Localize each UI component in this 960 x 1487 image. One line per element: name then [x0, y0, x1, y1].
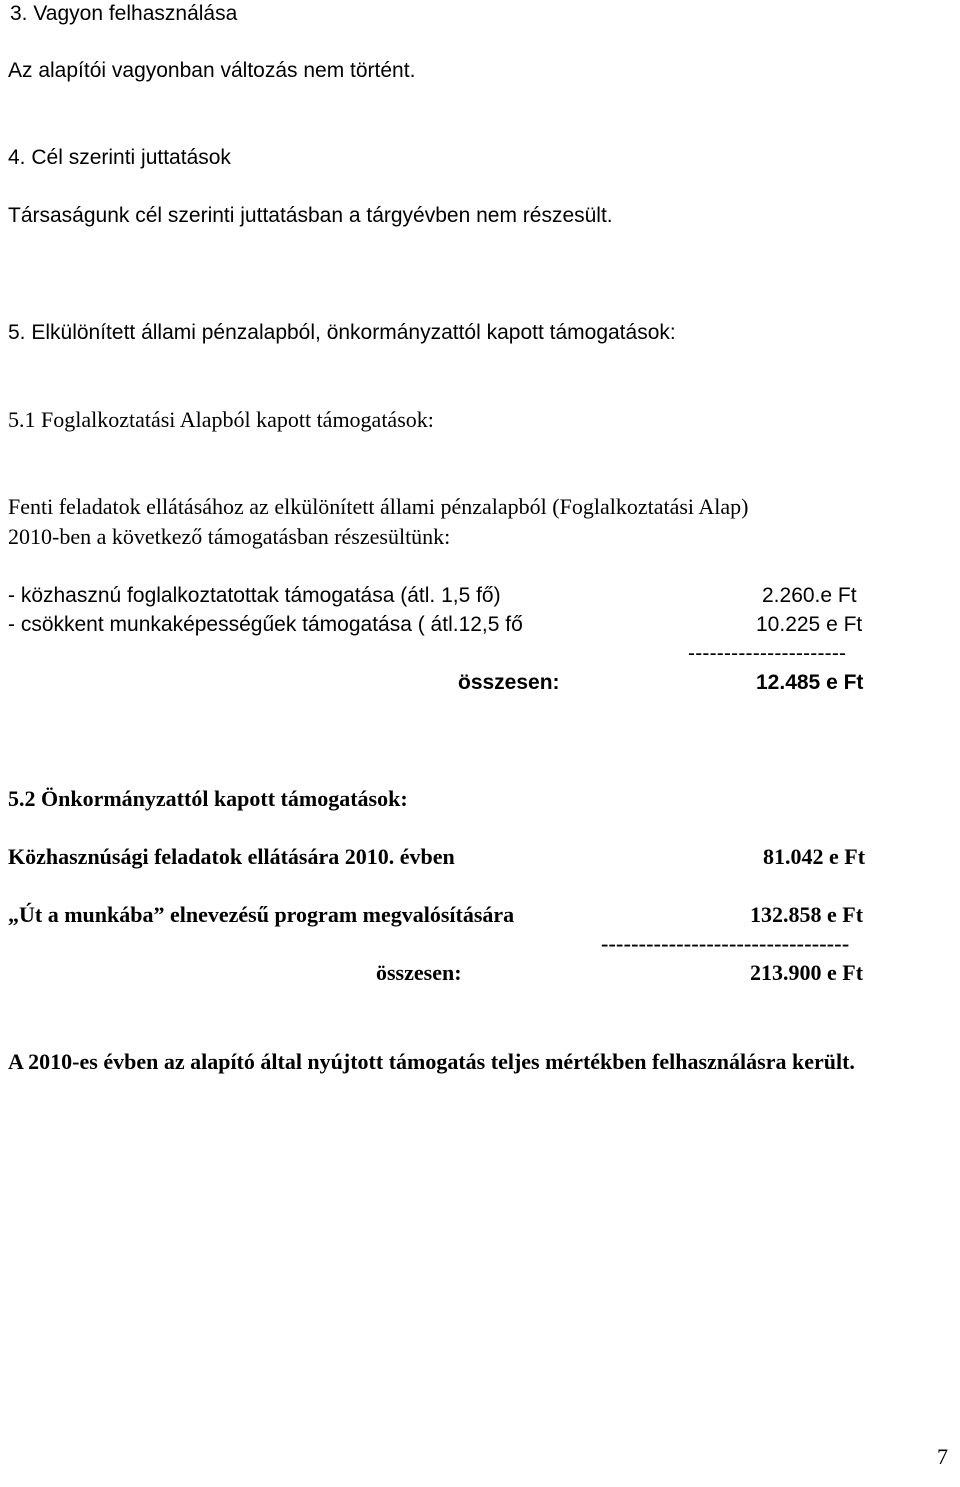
section-5-1-row-amount: 10.225 e Ft [756, 613, 863, 636]
section-5-2-heading: 5.2 Önkormányzattól kapott támogatások: [8, 786, 408, 811]
section-5-1-row-amount: 2.260.e Ft [762, 584, 857, 607]
section-5-1-intro-line2: 2010-ben a következő támogatásban részesültünk: [8, 524, 451, 549]
section-5-1-total-amount: 12.485 e Ft [756, 671, 864, 694]
section-5-1-heading: 5.1 Foglalkoztatási Alapból kapott támogatások: [8, 407, 434, 432]
closing-paragraph: A 2010-es évben az alapító által nyújtott támogatás teljes mértékben felhasználásra került. [8, 1049, 855, 1074]
section-5-1-intro-line1: Fenti feladatok ellátásához az elkülönített állami pénzalapból (Foglalkoztatási Alap) [8, 494, 749, 519]
section-5-2-row-amount: 132.858 e Ft [750, 902, 864, 927]
section-3-text: Az alapítói vagyonban változás nem történt. [8, 59, 416, 82]
section-5-2-row-label: Közhasznúsági feladatok ellátására 2010. évben [8, 844, 455, 869]
page-number: 7 [937, 1444, 948, 1469]
section-4-heading: 4. Cél szerinti juttatások [8, 146, 231, 169]
section-5-1-row-label: - csökkent munkaképességűek támogatása ( átl.12,5 fő [8, 613, 523, 636]
section-5-2-separator: --------------------------------- [601, 931, 850, 956]
section-3-heading: 3. Vagyon felhasználása [10, 2, 238, 25]
section-5-2-row-amount: 81.042 e Ft [763, 844, 866, 869]
section-5-2-total-label: összesen: [376, 960, 462, 985]
section-5-heading: 5. Elkülönített állami pénzalapból, önkormányzattól kapott támogatások: [8, 321, 676, 344]
section-5-1-separator: ---------------------- [688, 642, 847, 665]
section-4-text: Társaságunk cél szerinti juttatásban a tárgyévben nem részesült. [8, 204, 613, 227]
section-5-1-total-label: összesen: [458, 671, 560, 694]
section-5-1-row-label: - közhasznú foglalkoztatottak támogatása (átl. 1,5 fő) [8, 584, 501, 607]
section-5-2-total-amount: 213.900 e Ft [750, 960, 864, 985]
section-5-2-row-label: „Út a munkába” elnevezésű program megvalósítására [8, 902, 515, 927]
